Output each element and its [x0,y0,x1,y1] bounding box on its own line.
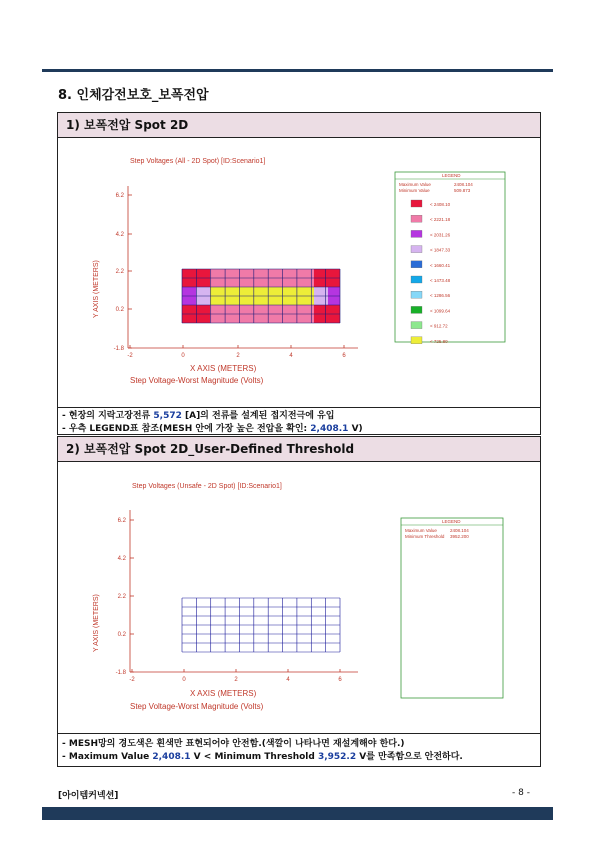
legend-swatch [411,322,422,329]
legend-item-label: < 725.80 [430,338,448,344]
legend-swatch [411,215,422,222]
plot-2-y-label: Y AXIS (METERS) [93,594,100,652]
legend-item-label: < 2031.26 [430,232,451,238]
max-value: 2,408.1 [152,752,191,762]
legend-1-title: LEGEND [442,173,461,178]
x-tick-label: 2 [236,353,240,359]
box-2-plot-area [58,462,540,732]
legend-2-min-label: Minimum Threshold [405,534,445,539]
legend-swatch [411,230,422,237]
box-1-plot-area [58,138,540,408]
legend-item-label: < 912.72 [430,323,448,329]
y-tick-label: -1.8 [113,346,124,352]
legend-1-max-label: Maximum Value [399,182,431,187]
footer-company: [아이템커넥션] [58,791,119,801]
legend-item-label: < 2408.10 [430,202,451,207]
min-threshold-value: 3,952.2 [317,752,357,762]
plot-1-y-label: Y AXIS (METERS) [93,260,100,318]
page-number: - 8 - [512,788,530,798]
note-text: - 우측 LEGEND표 참조(MESH 안에 가장 높은 전압을 확인: [62,424,311,434]
legend-2-min-value: 3952.200 [450,534,469,539]
legend-swatch [411,276,422,283]
plot-1-legend [395,172,505,344]
legend-1-min-label: Minimum Value [399,188,430,193]
plot-1-x-label: X AXIS (METERS) [190,364,257,373]
legend-swatch [411,246,422,253]
note-text: V를 만족함으로 안전하다. [356,752,463,762]
step-voltage-box-2 [57,436,541,767]
legend-swatch [411,291,422,298]
y-tick-label: 0.2 [117,632,126,638]
plot-2-y-ticks [116,518,134,676]
x-tick-label: 6 [342,353,346,359]
legend-item-label: < 1847.33 [430,247,451,253]
legend-item-label: < 2221.18 [430,217,451,223]
legend-swatch [411,306,422,313]
legend-item-label: < 1099.64 [430,308,451,314]
plot-1-y-ticks [114,193,132,352]
box-2-notes [58,733,540,766]
note-line [62,410,536,423]
x-tick-label: -2 [127,353,133,359]
note-text: - 현장의 지락고장전류 [62,411,154,421]
x-tick-label: 4 [289,353,293,359]
box-1-notes [58,407,540,434]
note-line [62,738,536,751]
plot-2-x-ticks [129,669,342,683]
plot-2-x-sublabel: Step Voltage-Worst Magnitude (Volts) [130,702,264,711]
legend-swatch [411,337,422,344]
y-tick-label: 6.2 [115,193,124,199]
legend-1-min-value: 509.873 [454,188,471,193]
mesh-grid-2 [182,598,340,652]
note-text: V < Minimum Threshold [190,752,318,762]
section-title: 8. 인체감전보호_보폭전압 [58,88,209,103]
legend-swatch [411,200,422,207]
y-tick-label: 4.2 [115,232,124,238]
plot-2-title: Step Voltages (Unsafe - 2D Spot) [ID:Scenario1] [132,483,282,490]
footer-bar [42,807,553,820]
plot-1-x-sublabel: Step Voltage-Worst Magnitude (Volts) [130,376,264,385]
legend-swatch [411,261,422,268]
legend-item-label: < 1473.48 [430,278,451,283]
legend-item-label: < 1286.56 [430,293,451,299]
y-tick-label: 2.2 [115,269,124,275]
plot-1-title: Step Voltages (All - 2D Spot) [ID:Scenario1] [130,158,266,165]
legend-2-max-label: Maximum Value [405,528,437,533]
plot-1-x-ticks [127,345,346,359]
fault-current-value: 5,572 [153,411,182,421]
y-tick-label: 2.2 [117,594,126,600]
legend-2-title: LEGEND [442,519,461,524]
y-tick-label: 4.2 [117,556,126,562]
x-tick-label: -2 [129,677,135,683]
legend-item-label: < 1660.41 [430,262,451,268]
box-2-heading: 2) 보폭전압 Spot 2D_User-Defined Threshold [58,437,540,462]
note-text: V) [348,424,363,434]
max-voltage-value: 2,408.1 [310,424,349,434]
note-text: - MESH망의 경도색은 흰색만 표현되어야 안전함.(색깔이 나타나면 재설계해야 한다.) [62,739,405,749]
note-line [62,423,536,436]
x-tick-label: 0 [181,353,185,359]
plot-2-x-label: X AXIS (METERS) [190,689,257,698]
x-tick-label: 6 [338,677,342,683]
step-voltage-box-1 [57,112,541,435]
legend-2-max-value: 2408.104 [450,528,469,533]
step-voltage-plot-1 [58,138,540,408]
x-tick-label: 4 [286,677,290,683]
y-tick-label: 0.2 [115,307,124,313]
plot-2-legend [401,518,503,698]
step-voltage-plot-2 [58,462,540,732]
note-text: [A]의 전류를 설계된 접지전극에 유입 [181,411,335,421]
x-tick-label: 2 [234,677,238,683]
header-rule [42,69,553,72]
x-tick-label: 0 [182,677,186,683]
legend-1-max-value: 2408.104 [454,182,473,187]
y-tick-label: 6.2 [117,518,126,524]
note-line [62,751,536,764]
note-text: - Maximum Value [62,752,153,762]
y-tick-label: -1.8 [115,670,126,676]
plot-1-mesh [182,269,340,323]
box-1-heading: 1) 보폭전압 Spot 2D [58,113,540,138]
